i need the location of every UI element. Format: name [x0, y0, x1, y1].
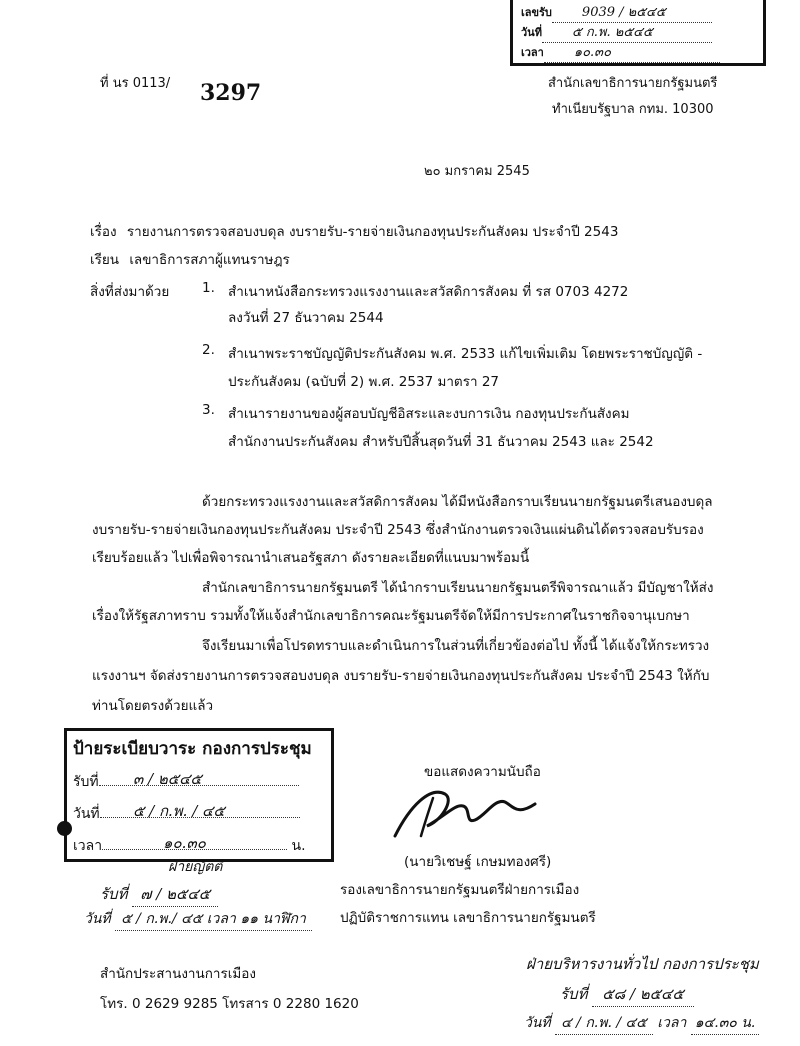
- paragraph-3-line-1: จึงเรียนมาเพื่อโปรดทราบและดำเนินการในส่วนที่เกี่ยวข้องต่อไป ทั้งนี้ ได้แจ้งให้กระทรวง: [202, 638, 710, 654]
- meeting-stamp-time-label: เวลา: [73, 838, 103, 854]
- meeting-agenda-stamp: [64, 728, 334, 862]
- stamp-time-row: [521, 41, 720, 63]
- enclosure-2-line1: สำเนาพระราชบัญญัติประกันสังคม พ.ศ. 2533 แก้ไขเพิ่มเติม โดยพระราชบัญญัติ -: [228, 346, 703, 362]
- enclosure-1-num: 1.: [202, 280, 215, 296]
- enclosure-1-line1: สำเนาหนังสือกระทรวงแรงงานและสวัสดิการสังคม ที่ รส 0703 4272: [228, 284, 629, 300]
- left-note-department: ฝ่ายญัตติ: [168, 859, 223, 875]
- enclosure-3-line1: สำเนารายงานของผู้สอบบัญชีอิสระและงบการเงิน กองทุนประกันสังคม: [228, 406, 630, 422]
- document-number: 3297: [200, 80, 262, 106]
- right-note-date-label: วันที่: [524, 1015, 551, 1031]
- enclosure-2-line2: ประกันสังคม (ฉบับที่ 2) พ.ศ. 2537 มาตรา 27: [228, 374, 500, 390]
- paragraph-3-line-2: แรงงานฯ จัดส่งรายงานการตรวจสอบงบดุล งบรายรับ-รายจ่ายเงินกองทุนประกันสังคม ประจำปี 2543 ให้กับ: [92, 668, 710, 684]
- right-note-received-row: [560, 982, 694, 1007]
- enclosure-3-num: 3.: [202, 402, 215, 418]
- signatory-title-1: รองเลขาธิการนายกรัฐมนตรีฝ่ายการเมือง: [340, 882, 580, 898]
- meeting-stamp-date-row: [73, 803, 300, 825]
- signatory-name: (นายวิเชษฐ์ เกษมทองศรี): [404, 854, 552, 870]
- right-note-time-value: ๑๔.๓๐ น.: [691, 1012, 760, 1035]
- signature-icon: [385, 776, 545, 848]
- org-address: ทำเนียบรัฐบาล กทม. 10300: [552, 102, 714, 117]
- stamp-time-value: ๑๐.๓๐: [573, 45, 611, 60]
- reference-number: ที่ นร 0113/: [100, 76, 171, 91]
- recipient-label: เรียน: [90, 252, 120, 268]
- right-note-date-value: ๔ / ก.พ. / ๔๕: [555, 1012, 653, 1035]
- paragraph-1-line-3: เรียบร้อยแล้ว ไปเพื่อพิจารณานำเสนอรัฐสภา ดังรายละเอียดที่แนบมาพร้อมนี้: [92, 550, 530, 566]
- stamp-time-label: เวลา: [521, 46, 544, 59]
- left-note-date-row: [84, 908, 312, 931]
- enclosures-label: สิ่งที่ส่งมาด้วย: [90, 284, 170, 300]
- left-note-received-value: ๗ / ๒๕๔๕: [132, 882, 218, 907]
- left-note-received-label: รับที่: [100, 885, 128, 903]
- subject-label: เรื่อง: [90, 224, 117, 240]
- stamp-received-row: [521, 1, 712, 23]
- receipt-stamp-top: [510, 0, 766, 66]
- stamp-received-value: 9039 / ๒๕๔๕: [581, 5, 666, 20]
- recipient-text: เลขาธิการสภาผู้แทนราษฎร: [129, 252, 290, 268]
- left-note-date-label: วันที่: [84, 911, 111, 927]
- right-note-received-value: ๕๘ / ๒๕๔๕: [592, 982, 693, 1007]
- enclosure-3-line2: สำนักงานประกันสังคม สำหรับปีสิ้นสุดวันที่ 31 ธันวาคม 2543 และ 2542: [228, 434, 654, 450]
- paragraph-3-line-3: ท่านโดยตรงด้วยแล้ว: [92, 698, 214, 714]
- right-note-department: ฝ่ายบริหารงานทั่วไป กองการประชุม: [526, 955, 759, 973]
- paragraph-1-line-2: งบรายรับ-รายจ่ายเงินกองทุนประกันสังคม ประจำปี 2543 ซึ่งสำนักงานตรวจเงินแผ่นดินได้ตรวจสอบรับรอง: [92, 522, 704, 538]
- meeting-stamp-date-label: วันที่: [73, 806, 100, 822]
- paragraph-2-line-1: สำนักเลขาธิการนายกรัฐมนตรี ได้นำกราบเรียนนายกรัฐมนตรีพิจารณาแล้ว มีบัญชาให้ส่ง: [202, 580, 714, 596]
- stamp-received-label: เลขรับ: [521, 6, 552, 19]
- recipient-line: [90, 248, 290, 270]
- meeting-stamp-date-value: ๕ / ก.พ. / ๔๕: [133, 802, 225, 820]
- enclosure-1-line2: ลงวันที่ 27 ธันวาคม 2544: [228, 310, 384, 326]
- right-note-date-row: [524, 1012, 759, 1035]
- right-note-received-label: รับที่: [560, 985, 588, 1003]
- punch-hole: [57, 821, 72, 836]
- paragraph-1-line-1: ด้วยกระทรวงแรงงานและสวัสดิการสังคม ได้มีหนังสือกราบเรียนนายกรัฐมนตรีเสนองบดุล: [202, 494, 713, 510]
- meeting-stamp-time-row: [73, 835, 306, 857]
- subject-line: [90, 220, 618, 242]
- meeting-stamp-received-value: ๓ / ๒๕๔๕: [133, 770, 202, 788]
- closing-text: ขอแสดงความนับถือ: [424, 764, 541, 780]
- right-note-time-label: เวลา: [657, 1015, 687, 1031]
- org-name: สำนักเลขาธิการนายกรัฐมนตรี: [548, 76, 718, 91]
- paragraph-2-line-2: เรื่องให้รัฐสภาทราบ รวมทั้งให้แจ้งสำนักเลขาธิการคณะรัฐมนตรีจัดให้มีการประกาศในราชกิจจานุเบกษา: [92, 608, 690, 624]
- meeting-stamp-title: ป้ายระเบียบวาระ กองการประชุม: [73, 739, 312, 759]
- meeting-stamp-received-row: [73, 771, 299, 793]
- stamp-date-row: [521, 21, 712, 43]
- enclosure-2-num: 2.: [202, 342, 215, 358]
- footer-contact: โทร. 0 2629 9285 โทรสาร 0 2280 1620: [100, 996, 359, 1012]
- left-note-received-row: [100, 882, 218, 907]
- footer-office: สำนักประสานงานการเมือง: [100, 966, 256, 982]
- subject-text: รายงานการตรวจสอบงบดุล งบรายรับ-รายจ่ายเงินกองทุนประกันสังคม ประจำปี 2543: [126, 224, 619, 240]
- meeting-stamp-received-label: รับที่: [73, 774, 99, 790]
- stamp-date-value: ๕ ก.พ. ๒๕๔๕: [571, 25, 653, 40]
- meeting-stamp-time-value: ๑๐.๓๐: [163, 834, 206, 852]
- meeting-stamp-time-suffix: น.: [291, 838, 306, 854]
- document-date: ๒๐ มกราคม 2545: [424, 164, 530, 179]
- signatory-title-2: ปฏิบัติราชการแทน เลขาธิการนายกรัฐมนตรี: [340, 910, 596, 926]
- left-note-date-value: ๕ / ก.พ./ ๔๕ เวลา ๑๑ นาฬิกา: [115, 908, 312, 931]
- stamp-date-label: วันที่: [521, 26, 542, 39]
